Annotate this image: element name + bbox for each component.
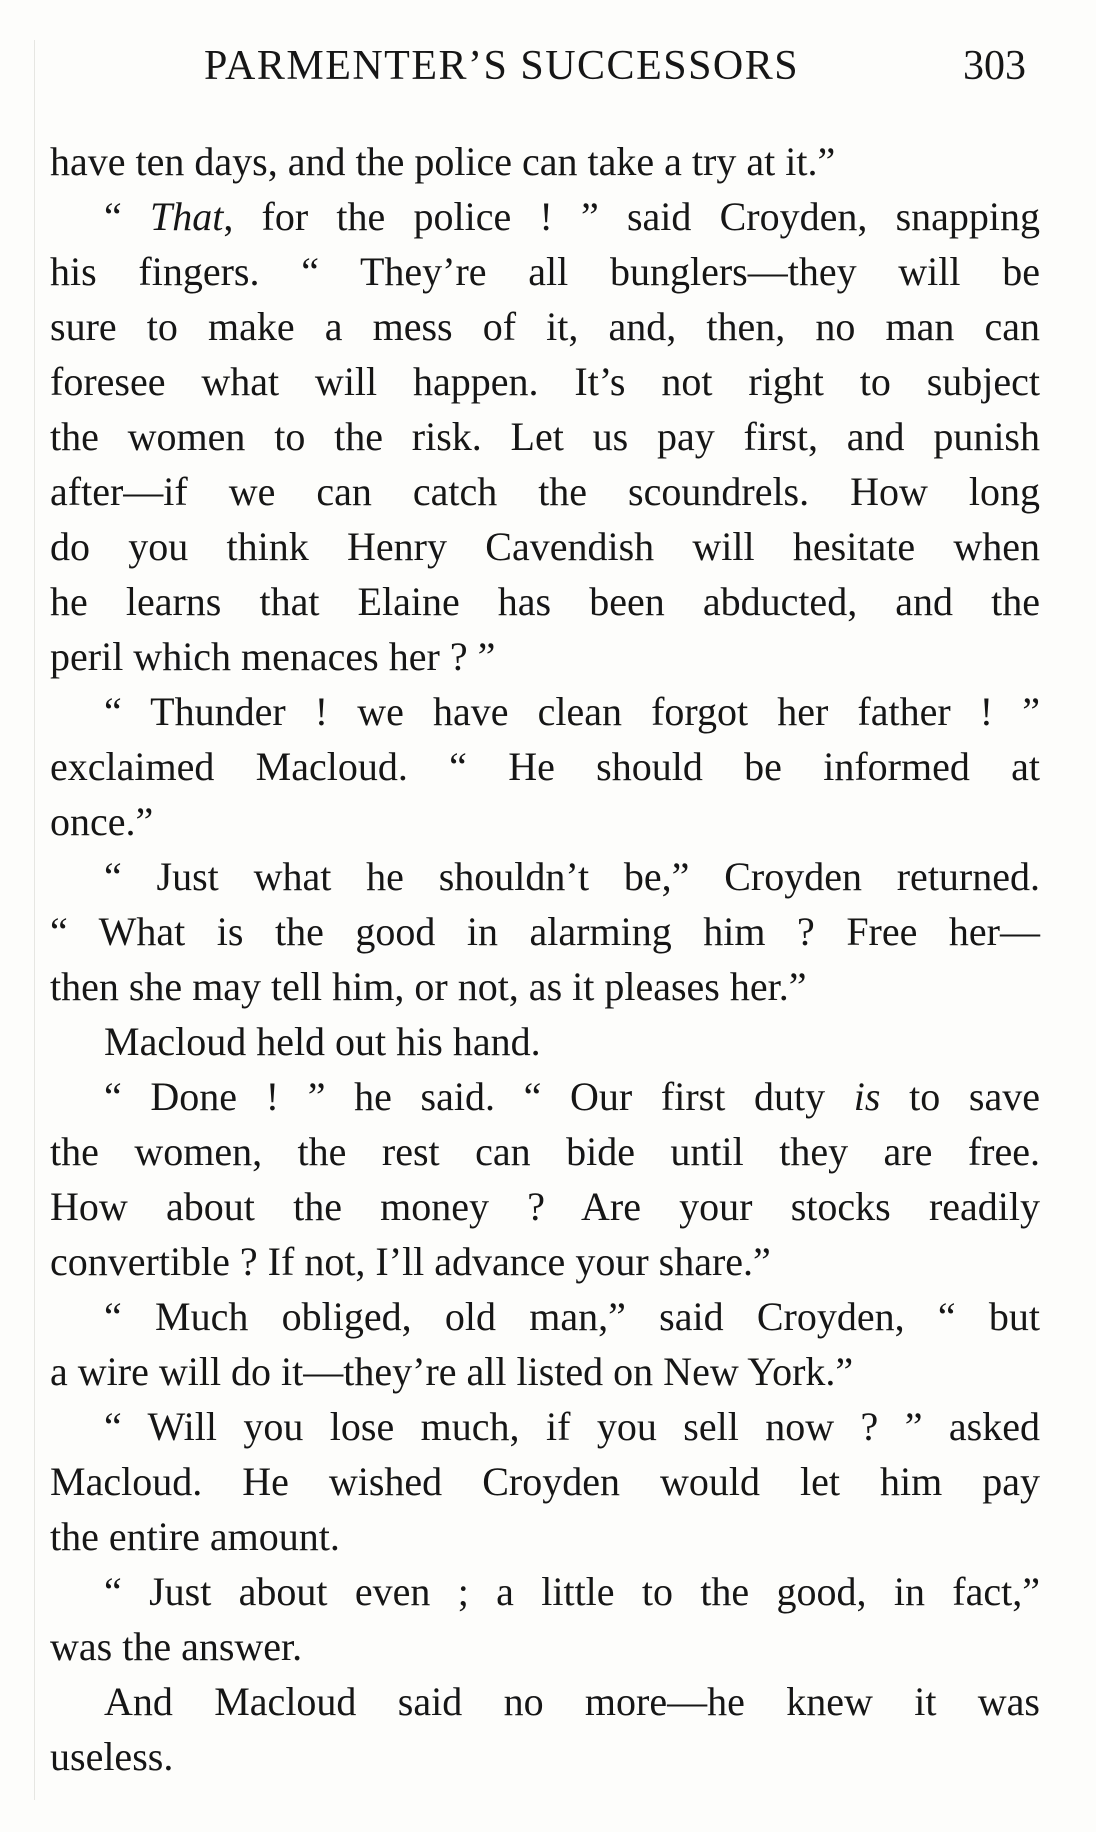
text-line: “ Done ! ” he said. “ Our first duty is to save	[104, 1074, 1041, 1119]
text-line: “ Just about even ; a little to the good, in fact,”	[104, 1569, 1040, 1614]
text-line: convertible ? If not, I’ll advance your share.”	[50, 1239, 771, 1284]
text-line: Macloud held out his hand.	[104, 1019, 541, 1064]
text-line: useless.	[50, 1734, 174, 1779]
text-line: “ Just what he shouldn’t be,” Croyden returned.	[104, 854, 1040, 899]
text-line: And Macloud said no more—he knew it was	[104, 1679, 1040, 1724]
text-line: “ That, for the police ! ” said Croyden, snapping	[104, 194, 1041, 239]
text-line: “ Will you lose much, if you sell now ? ” asked	[104, 1404, 1040, 1449]
text-line: once.”	[50, 799, 154, 844]
running-title: PARMENTER’S SUCCESSORS	[204, 43, 800, 89]
text-line: he learns that Elaine has been abducted, and the	[50, 579, 1040, 624]
page-edge	[34, 40, 35, 1800]
text-line: the women, the rest can bide until they are free.	[50, 1129, 1040, 1174]
text-line: the women to the risk. Let us pay first, and punish	[50, 414, 1040, 459]
text-line: “ Thunder ! we have clean forgot her father ! ”	[104, 689, 1040, 734]
text-line: “ Much obliged, old man,” said Croyden, “ but	[104, 1294, 1040, 1339]
body-text	[50, 134, 1040, 1784]
running-header	[58, 42, 1026, 92]
text-line: peril which menaces her ? ”	[50, 634, 496, 679]
text-line: his fingers. “ They’re all bunglers—they will be	[50, 249, 1040, 294]
text-line: sure to make a mess of it, and, then, no man can	[50, 304, 1040, 349]
text-line: foresee what will happen. It’s not right to subject	[50, 359, 1040, 404]
text-line: “ What is the good in alarming him ? Free her—	[50, 909, 1040, 954]
text-line: have ten days, and the police can take a try at it.”	[50, 139, 836, 184]
page-number: 303	[963, 43, 1026, 89]
text-line: do you think Henry Cavendish will hesitate when	[50, 524, 1040, 569]
text-line: was the answer.	[50, 1624, 303, 1669]
text-line: the entire amount.	[50, 1514, 340, 1559]
text-line: exclaimed Macloud. “ He should be informed at	[50, 744, 1040, 789]
text-line: How about the money ? Are your stocks readily	[50, 1184, 1040, 1229]
text-line: after—if we can catch the scoundrels. How long	[50, 469, 1040, 514]
text-line: then she may tell him, or not, as it pleases her.”	[50, 964, 807, 1009]
text-line: Macloud. He wished Croyden would let him pay	[50, 1459, 1040, 1504]
text-line: a wire will do it—they’re all listed on New York.”	[50, 1349, 854, 1394]
